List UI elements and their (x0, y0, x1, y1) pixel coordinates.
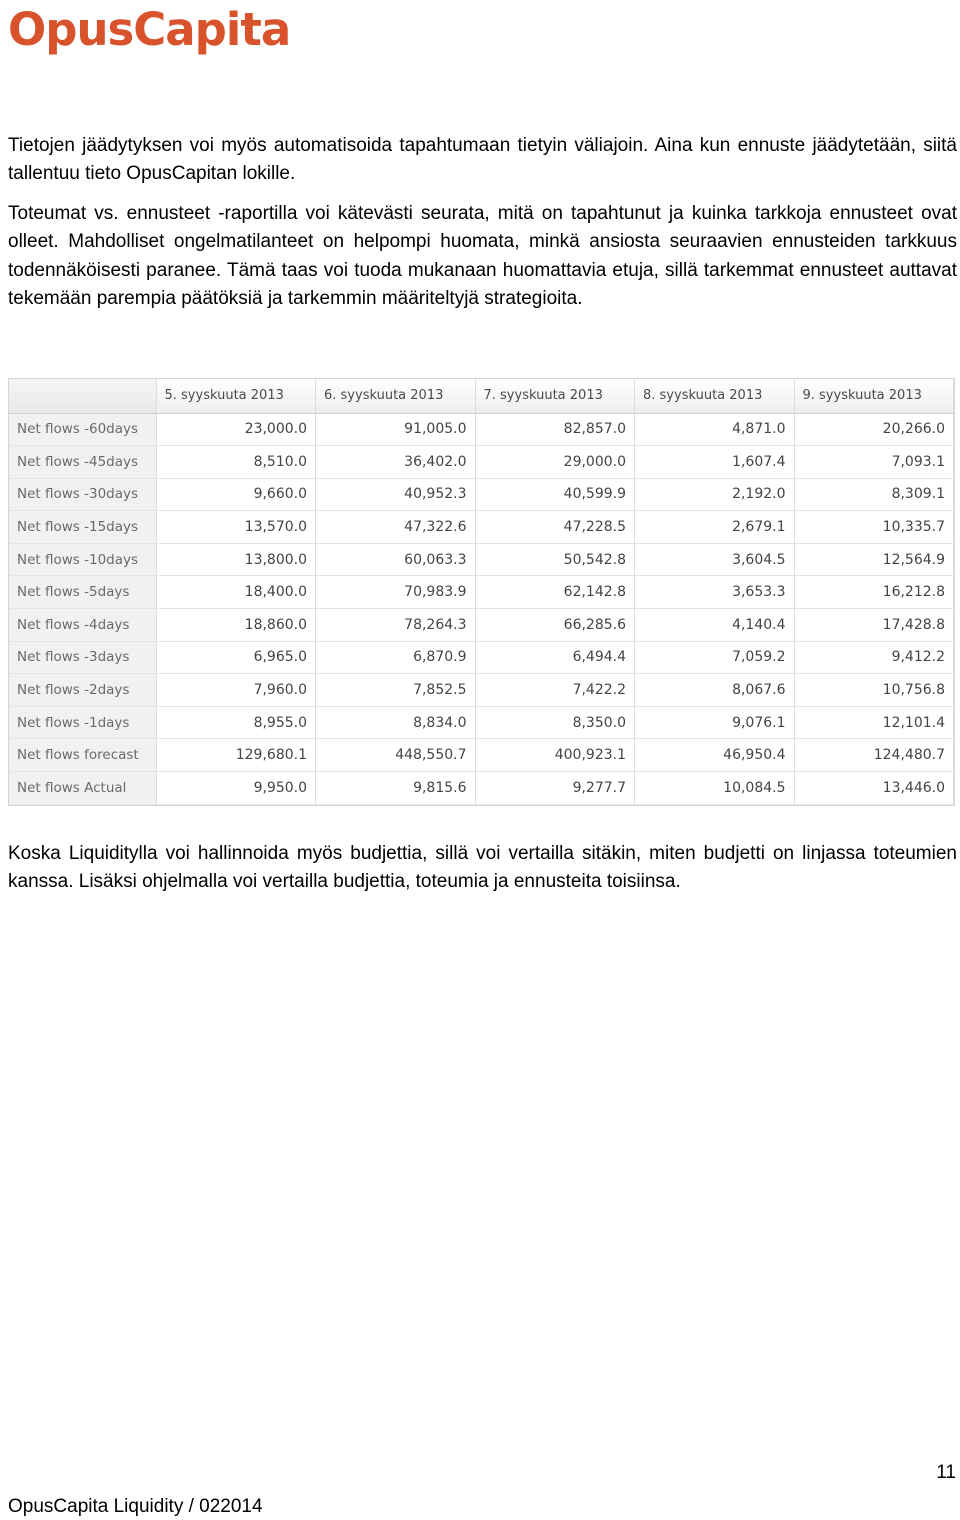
table-cell[interactable]: 7,852.5 (316, 674, 476, 707)
paragraph-budget-comparison: Koska Liquiditylla voi hallinnoida myös budjettia, sillä voi vertailla sitäkin, miten budjetti on linjassa toteumien kanssa. Lisäksi ohjelmalla voi vertailla budjettia, toteumia ja ennusteita toisiinsa. (8, 843, 957, 893)
table-cell[interactable]: 448,550.7 (316, 739, 476, 772)
paragraph-freeze-automation: Tietojen jäädytyksen voi myös automatisoida tapahtumaan tietyin väliajoin. Aina kun ennuste jäädytetään, siitä tallentuu tieto OpusCapitan lokille. (8, 135, 957, 185)
table-cell[interactable]: 8,067.6 (635, 674, 795, 707)
table-cell[interactable]: 17,428.8 (794, 609, 954, 642)
table-cell[interactable]: 78,264.3 (316, 609, 476, 642)
table-cell[interactable]: 16,212.8 (794, 576, 954, 609)
table-cell[interactable]: 13,446.0 (794, 772, 954, 805)
table-cell[interactable]: 8,834.0 (316, 706, 476, 739)
row-label: Net flows -15days (9, 511, 156, 544)
table-cell[interactable]: 12,101.4 (794, 706, 954, 739)
table-cell[interactable]: 2,192.0 (635, 478, 795, 511)
table-cell[interactable]: 7,059.2 (635, 641, 795, 674)
table-cell[interactable]: 129,680.1 (156, 739, 316, 772)
table-row (9, 576, 954, 609)
table-cell[interactable]: 3,604.5 (635, 543, 795, 576)
table-cell[interactable]: 13,800.0 (156, 543, 316, 576)
table-cell[interactable]: 9,815.6 (316, 772, 476, 805)
table-cell[interactable]: 60,063.3 (316, 543, 476, 576)
table-row (9, 609, 954, 642)
row-label: Net flows -5days (9, 576, 156, 609)
table-cell[interactable]: 91,005.0 (316, 413, 476, 446)
table-row (9, 543, 954, 576)
table-row (9, 674, 954, 707)
table-cell[interactable]: 9,277.7 (475, 772, 635, 805)
table-cell[interactable]: 62,142.8 (475, 576, 635, 609)
row-label: Net flows -2days (9, 674, 156, 707)
table-cell[interactable]: 9,076.1 (635, 706, 795, 739)
row-label: Net flows -1days (9, 706, 156, 739)
row-label: Net flows -4days (9, 609, 156, 642)
row-label: Net flows -30days (9, 478, 156, 511)
table-row (9, 413, 954, 446)
row-label: Net flows -3days (9, 641, 156, 674)
table-cell[interactable]: 4,140.4 (635, 609, 795, 642)
table-cell[interactable]: 7,093.1 (794, 446, 954, 479)
table-cell[interactable]: 40,599.9 (475, 478, 635, 511)
table-cell[interactable]: 4,871.0 (635, 413, 795, 446)
table-cell[interactable]: 50,542.8 (475, 543, 635, 576)
table-cell[interactable]: 8,510.0 (156, 446, 316, 479)
opuscapita-logo: OpusCapita (8, 3, 291, 56)
table-cell[interactable]: 6,965.0 (156, 641, 316, 674)
table-cell[interactable]: 6,870.9 (316, 641, 476, 674)
table-cell[interactable]: 23,000.0 (156, 413, 316, 446)
row-label: Net flows -10days (9, 543, 156, 576)
table-row (9, 772, 954, 805)
table-row (9, 511, 954, 544)
table-row (9, 641, 954, 674)
table-cell[interactable]: 9,412.2 (794, 641, 954, 674)
table-cell[interactable]: 10,084.5 (635, 772, 795, 805)
table-cell[interactable]: 7,422.2 (475, 674, 635, 707)
column-header[interactable]: 9. syyskuuta 2013 (794, 379, 954, 413)
row-label: Net flows -60days (9, 413, 156, 446)
table-row (9, 706, 954, 739)
forecast-table (9, 379, 954, 805)
table-cell[interactable]: 1,607.4 (635, 446, 795, 479)
table-cell[interactable]: 9,660.0 (156, 478, 316, 511)
table-header-row (9, 379, 954, 413)
column-header[interactable]: 6. syyskuuta 2013 (316, 379, 476, 413)
table-cell[interactable]: 13,570.0 (156, 511, 316, 544)
column-header[interactable]: 5. syyskuuta 2013 (156, 379, 316, 413)
table-cell[interactable]: 8,309.1 (794, 478, 954, 511)
table-cell[interactable]: 46,950.4 (635, 739, 795, 772)
table-cell[interactable]: 18,400.0 (156, 576, 316, 609)
column-header[interactable]: 8. syyskuuta 2013 (635, 379, 795, 413)
table-cell[interactable]: 8,350.0 (475, 706, 635, 739)
table-cell[interactable]: 36,402.0 (316, 446, 476, 479)
table-cell[interactable]: 9,950.0 (156, 772, 316, 805)
table-cell[interactable]: 6,494.4 (475, 641, 635, 674)
document-footer: OpusCapita Liquidity / 022014 (8, 1496, 263, 1517)
table-cell[interactable]: 20,266.0 (794, 413, 954, 446)
table-cell[interactable]: 82,857.0 (475, 413, 635, 446)
table-cell[interactable]: 66,285.6 (475, 609, 635, 642)
table-cell[interactable]: 47,228.5 (475, 511, 635, 544)
row-label: Net flows forecast (9, 739, 156, 772)
table-cell[interactable]: 18,860.0 (156, 609, 316, 642)
table-row (9, 446, 954, 479)
table-cell[interactable]: 10,335.7 (794, 511, 954, 544)
table-row (9, 478, 954, 511)
table-cell[interactable]: 2,679.1 (635, 511, 795, 544)
table-cell[interactable]: 7,960.0 (156, 674, 316, 707)
table-row (9, 739, 954, 772)
page-number: 11 (936, 1462, 956, 1483)
table-cell[interactable]: 29,000.0 (475, 446, 635, 479)
table-cell[interactable]: 400,923.1 (475, 739, 635, 772)
column-header[interactable]: 7. syyskuuta 2013 (475, 379, 635, 413)
table-cell[interactable]: 124,480.7 (794, 739, 954, 772)
table-cell[interactable]: 3,653.3 (635, 576, 795, 609)
forecast-comparison-grid (8, 378, 955, 806)
row-label: Net flows -45days (9, 446, 156, 479)
table-cell[interactable]: 47,322.6 (316, 511, 476, 544)
table-cell[interactable]: 12,564.9 (794, 543, 954, 576)
row-label: Net flows Actual (9, 772, 156, 805)
table-cell[interactable]: 8,955.0 (156, 706, 316, 739)
paragraph-actuals-vs-forecast: Toteumat vs. ennusteet -raportilla voi kätevästi seurata, mitä on tapahtunut ja kuinka tarkkoja ennusteet ovat olleet. Mahdolliset ongelmatilanteet on helpompi huomata, minkä ansiosta seuraavien ennusteiden tarkkuus todennäköisesti paranee. Tämä taas voi tuoda mukanaan huomattavia etuja, sillä tarkemmat ennusteet auttavat tekemään parempia päätöksiä ja tarkemmin määriteltyjä strategioita. (8, 203, 957, 310)
table-cell[interactable]: 40,952.3 (316, 478, 476, 511)
table-cell[interactable]: 10,756.8 (794, 674, 954, 707)
table-cell[interactable]: 70,983.9 (316, 576, 476, 609)
table-corner-cell (9, 379, 156, 413)
